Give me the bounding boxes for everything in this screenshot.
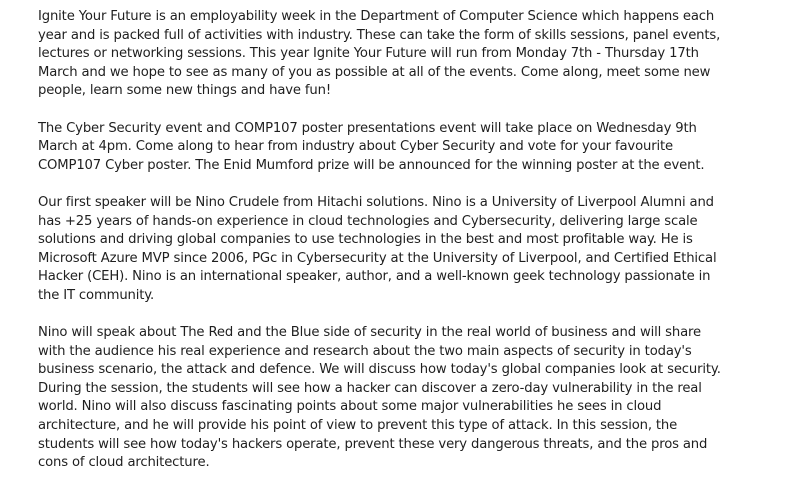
paragraph-talk-description: Nino will speak about The Red and the Blue side of security in the real world of business and will share with the audience his real experience and research about the two main aspects of security in today's business scenario, the attack and defence. We will discuss how today's global companies look at security. During the session, the students will see how a hacker can discover a zero-day vulnerability in the real world. Nino will also discuss fascinating points about some major vulnerabilities he sees in cloud architecture, and he will provide his point of view to prevent this type of attack. In this session, the students will see how today's hackers operate, prevent these very dangerous threats, and the pros and cons of cloud architecture. xyxy=(38,325,721,471)
article-body xyxy=(38,8,728,491)
paragraph-intro: Ignite Your Future is an employability week in the Department of Computer Science which happens each year and is packed full of activities with industry. These can take the form of skills sessions, panel events, lectures or networking sessions. This year Ignite Your Future will run from Monday 7th - Thursday 17th March and we hope to see as many of you as possible at all of the events. Come along, meet some new people, learn some new things and have fun! xyxy=(38,9,721,99)
paragraph-speaker-bio: Our first speaker will be Nino Crudele from Hitachi solutions. Nino is a University of Liverpool Alumni and has +25 years of hands-on experience in cloud technologies and Cybersecurity, delivering large scale solutions and driving global companies to use technologies in the best and most profitable way. He is Microsoft Azure MVP since 2006, PGc in Cybersecurity at the University of Liverpool, and Certified Ethical Hacker (CEH). Nino is an international speaker, author, and a well-known geek technology passionate in the IT community. xyxy=(38,194,717,303)
paragraph-event-details: The Cyber Security event and COMP107 poster presentations event will take place on Wednesday 9th March at 4pm. Come along to hear from industry about Cyber Security and vote for your favourite COMP107 Cyber poster. The Enid Mumford prize will be announced for the winning poster at the event. xyxy=(38,120,705,173)
